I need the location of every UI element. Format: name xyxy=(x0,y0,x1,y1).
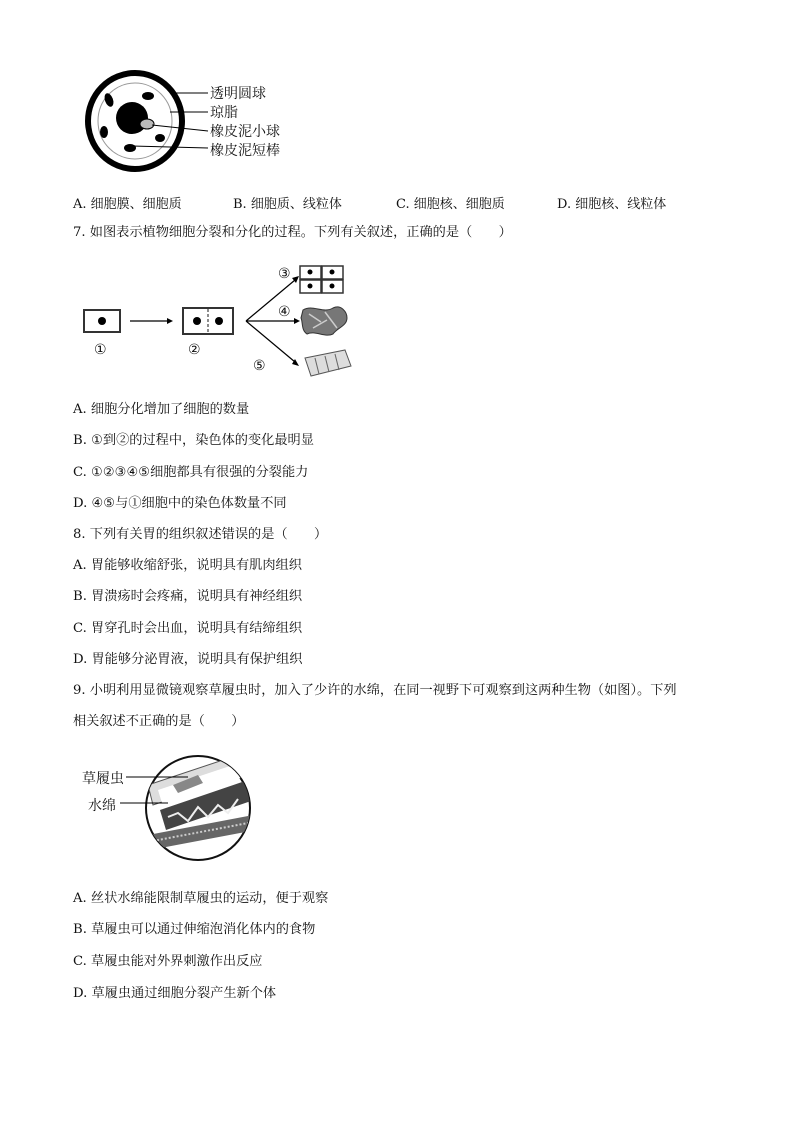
q9-option-c[interactable]: C. 草履虫能对外界刺激作出反应 xyxy=(73,954,263,969)
q8-option-c[interactable]: C. 胃穿孔时会出血，说明具有结缔组织 xyxy=(73,621,303,636)
q9-stem-line1: 9. 小明利用显微镜观察草履虫时，加入了少许的水绵，在同一视野下可观察到这两种生物（如图）。下列 xyxy=(73,683,677,698)
label-transparent-sphere: 透明圆球 xyxy=(210,86,266,102)
figure-microscope-view xyxy=(78,755,258,865)
label-cell-5: ⑤ xyxy=(253,358,266,374)
q7-option-c[interactable]: C. ①②③④⑤细胞都具有很强的分裂能力 xyxy=(73,465,309,480)
q6-option-a[interactable]: A. 细胞膜、细胞质 xyxy=(73,197,182,212)
q8-option-d[interactable]: D. 胃能够分泌胃液，说明具有保护组织 xyxy=(73,652,303,667)
q9-option-b[interactable]: B. 草履虫可以通过伸缩泡消化体内的食物 xyxy=(73,922,316,937)
label-spirogyra: 水绵 xyxy=(88,798,116,814)
q9-stem-line2: 相关叙述不正确的是（ ） xyxy=(73,714,245,729)
figure-cell-division xyxy=(75,258,365,388)
q6-option-d[interactable]: D. 细胞核、线粒体 xyxy=(557,197,667,212)
q6-options xyxy=(0,193,794,211)
q9-option-a[interactable]: A. 丝状水绵能限制草履虫的运动，便于观察 xyxy=(73,891,329,906)
q7-option-d[interactable]: D. ④⑤与①细胞中的染色体数量不同 xyxy=(73,496,287,511)
q7-option-b[interactable]: B. ①到②的过程中，染色体的变化最明显 xyxy=(73,433,314,448)
label-cell-3: ③ xyxy=(278,266,291,282)
label-clay-rod: 橡皮泥短棒 xyxy=(210,143,280,159)
label-cell-2: ② xyxy=(188,342,201,358)
q6-option-b[interactable]: B. 细胞质、线粒体 xyxy=(233,197,342,212)
q8-option-b[interactable]: B. 胃溃疡时会疼痛，说明具有神经组织 xyxy=(73,589,303,604)
q8-option-a[interactable]: A. 胃能够收缩舒张，说明具有肌肉组织 xyxy=(73,558,302,573)
q9-option-d[interactable]: D. 草履虫通过细胞分裂产生新个体 xyxy=(73,986,277,1001)
q7-stem: 7. 如图表示植物细胞分裂和分化的过程。下列有关叙述，正确的是（ ） xyxy=(73,225,512,240)
label-clay-ball: 橡皮泥小球 xyxy=(210,124,280,140)
figure-cell-model xyxy=(80,68,310,183)
q7-option-a[interactable]: A. 细胞分化增加了细胞的数量 xyxy=(73,402,250,417)
label-paramecium: 草履虫 xyxy=(82,771,124,787)
label-cell-4: ④ xyxy=(278,304,291,320)
label-cell-1: ① xyxy=(94,342,107,358)
label-agar: 琼脂 xyxy=(210,105,238,121)
cell-division-diagram xyxy=(75,258,365,388)
q6-option-c[interactable]: C. 细胞核、细胞质 xyxy=(396,197,505,212)
q8-stem: 8. 下列有关胃的组织叙述错误的是（ ） xyxy=(73,527,328,542)
